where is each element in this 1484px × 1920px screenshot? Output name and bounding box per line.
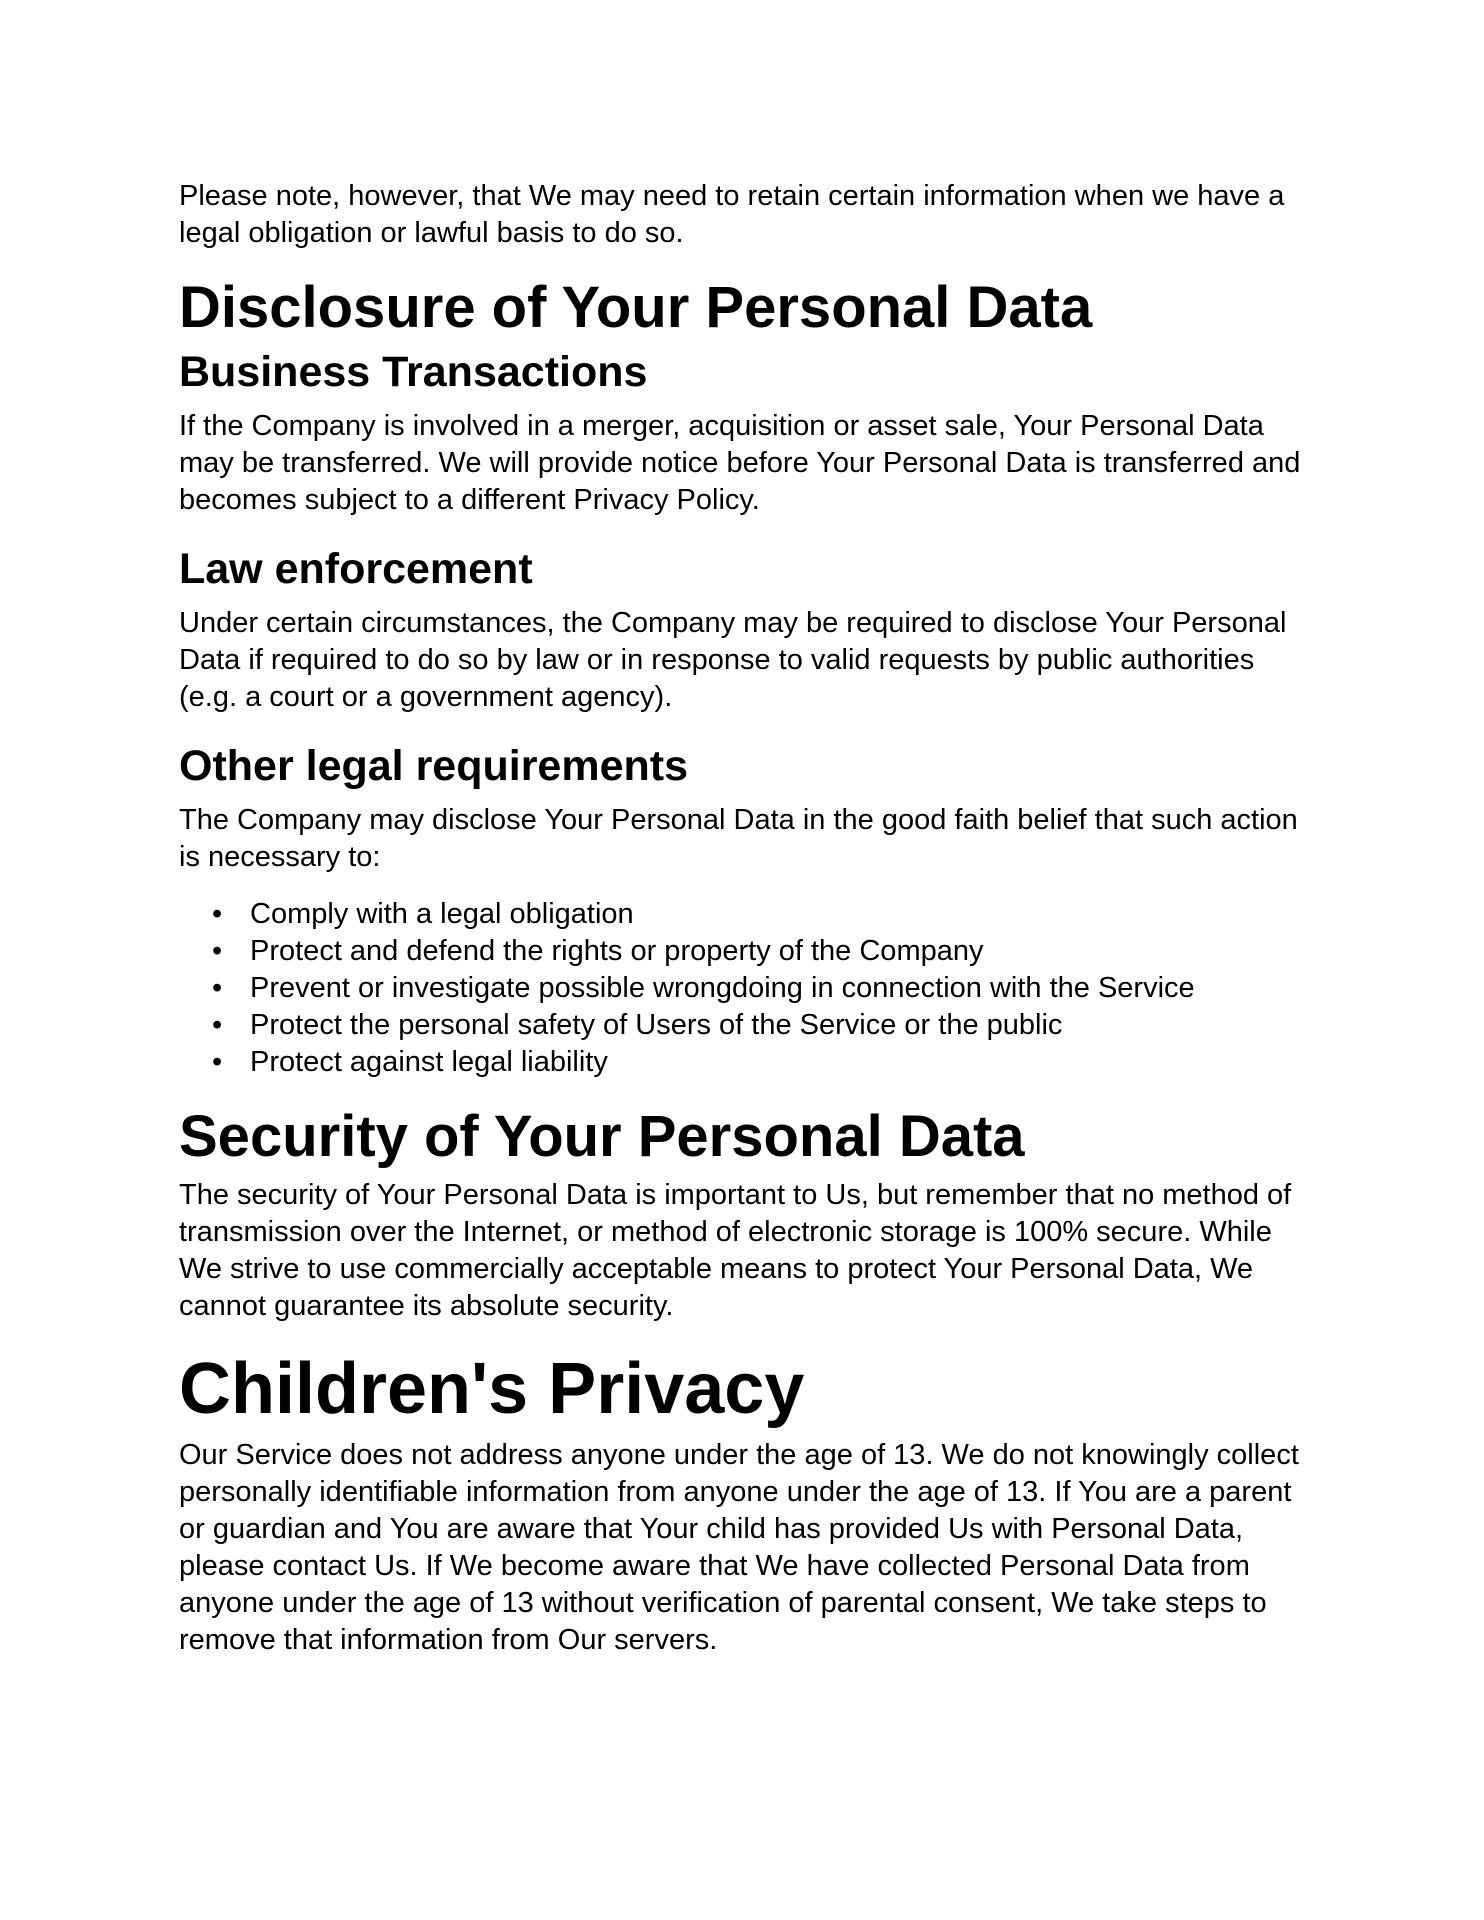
intro-paragraph: Please note, however, that We may need to retain certain information when we have a legal obligation or lawful basis to do so. <box>179 180 1285 249</box>
paragraph-other-legal-requirements: The Company may disclose Your Personal Data in the good faith belief that such action is necessary to: <box>179 804 1298 873</box>
list-item: • Protect and defend the rights or property of the Company <box>179 933 1319 970</box>
paragraph-childrens-privacy: Our Service does not address anyone under the age of 13. We do not knowingly collect personally identifiable information from anyone under the age of 13. If You are a parent or guardian and You are aware that Your child has provided Us with Personal Data, please contact Us. If We become aware that We have collected Personal Data from anyone under the age of 13 without verification of parental consent, We take steps to remove that information from Our servers. <box>179 1439 1299 1656</box>
paragraph-business-transactions: If the Company is involved in a merger, acquisition or asset sale, Your Personal Data may be transferred. We will provide notice before Your Personal Data is transferred and becomes subject to a different Privacy Policy. <box>179 410 1301 516</box>
list-item: • Prevent or investigate possible wrongdoing in connection with the Service <box>179 970 1319 1007</box>
list-item: • Protect the personal safety of Users of the Service or the public <box>179 1007 1319 1044</box>
list-item: • Protect against legal liability <box>179 1044 1319 1081</box>
heading-business-transactions: Business Transactions <box>179 348 648 396</box>
paragraph-security: The security of Your Personal Data is important to Us, but remember that no method of transmission over the Internet, or method of electronic storage is 100% secure. While We strive to use commercially acceptable means to protect Your Personal Data, We cannot guarantee its absolute security. <box>179 1179 1292 1322</box>
paragraph-law-enforcement: Under certain circumstances, the Company may be required to disclose Your Personal Data if required to do so by law or in response to valid requests by public authorities (e.g. a court or a government agency). <box>179 607 1287 713</box>
legal-requirements-list <box>179 896 1319 1081</box>
heading-disclosure-of-personal-data: Disclosure of Your Personal Data <box>179 275 1093 340</box>
heading-security-of-personal-data: Security of Your Personal Data <box>179 1104 1025 1169</box>
heading-childrens-privacy: Children's Privacy <box>179 1349 805 1429</box>
list-item: • Comply with a legal obligation <box>179 896 1319 933</box>
heading-law-enforcement: Law enforcement <box>179 545 533 593</box>
heading-other-legal-requirements: Other legal requirements <box>179 742 688 790</box>
